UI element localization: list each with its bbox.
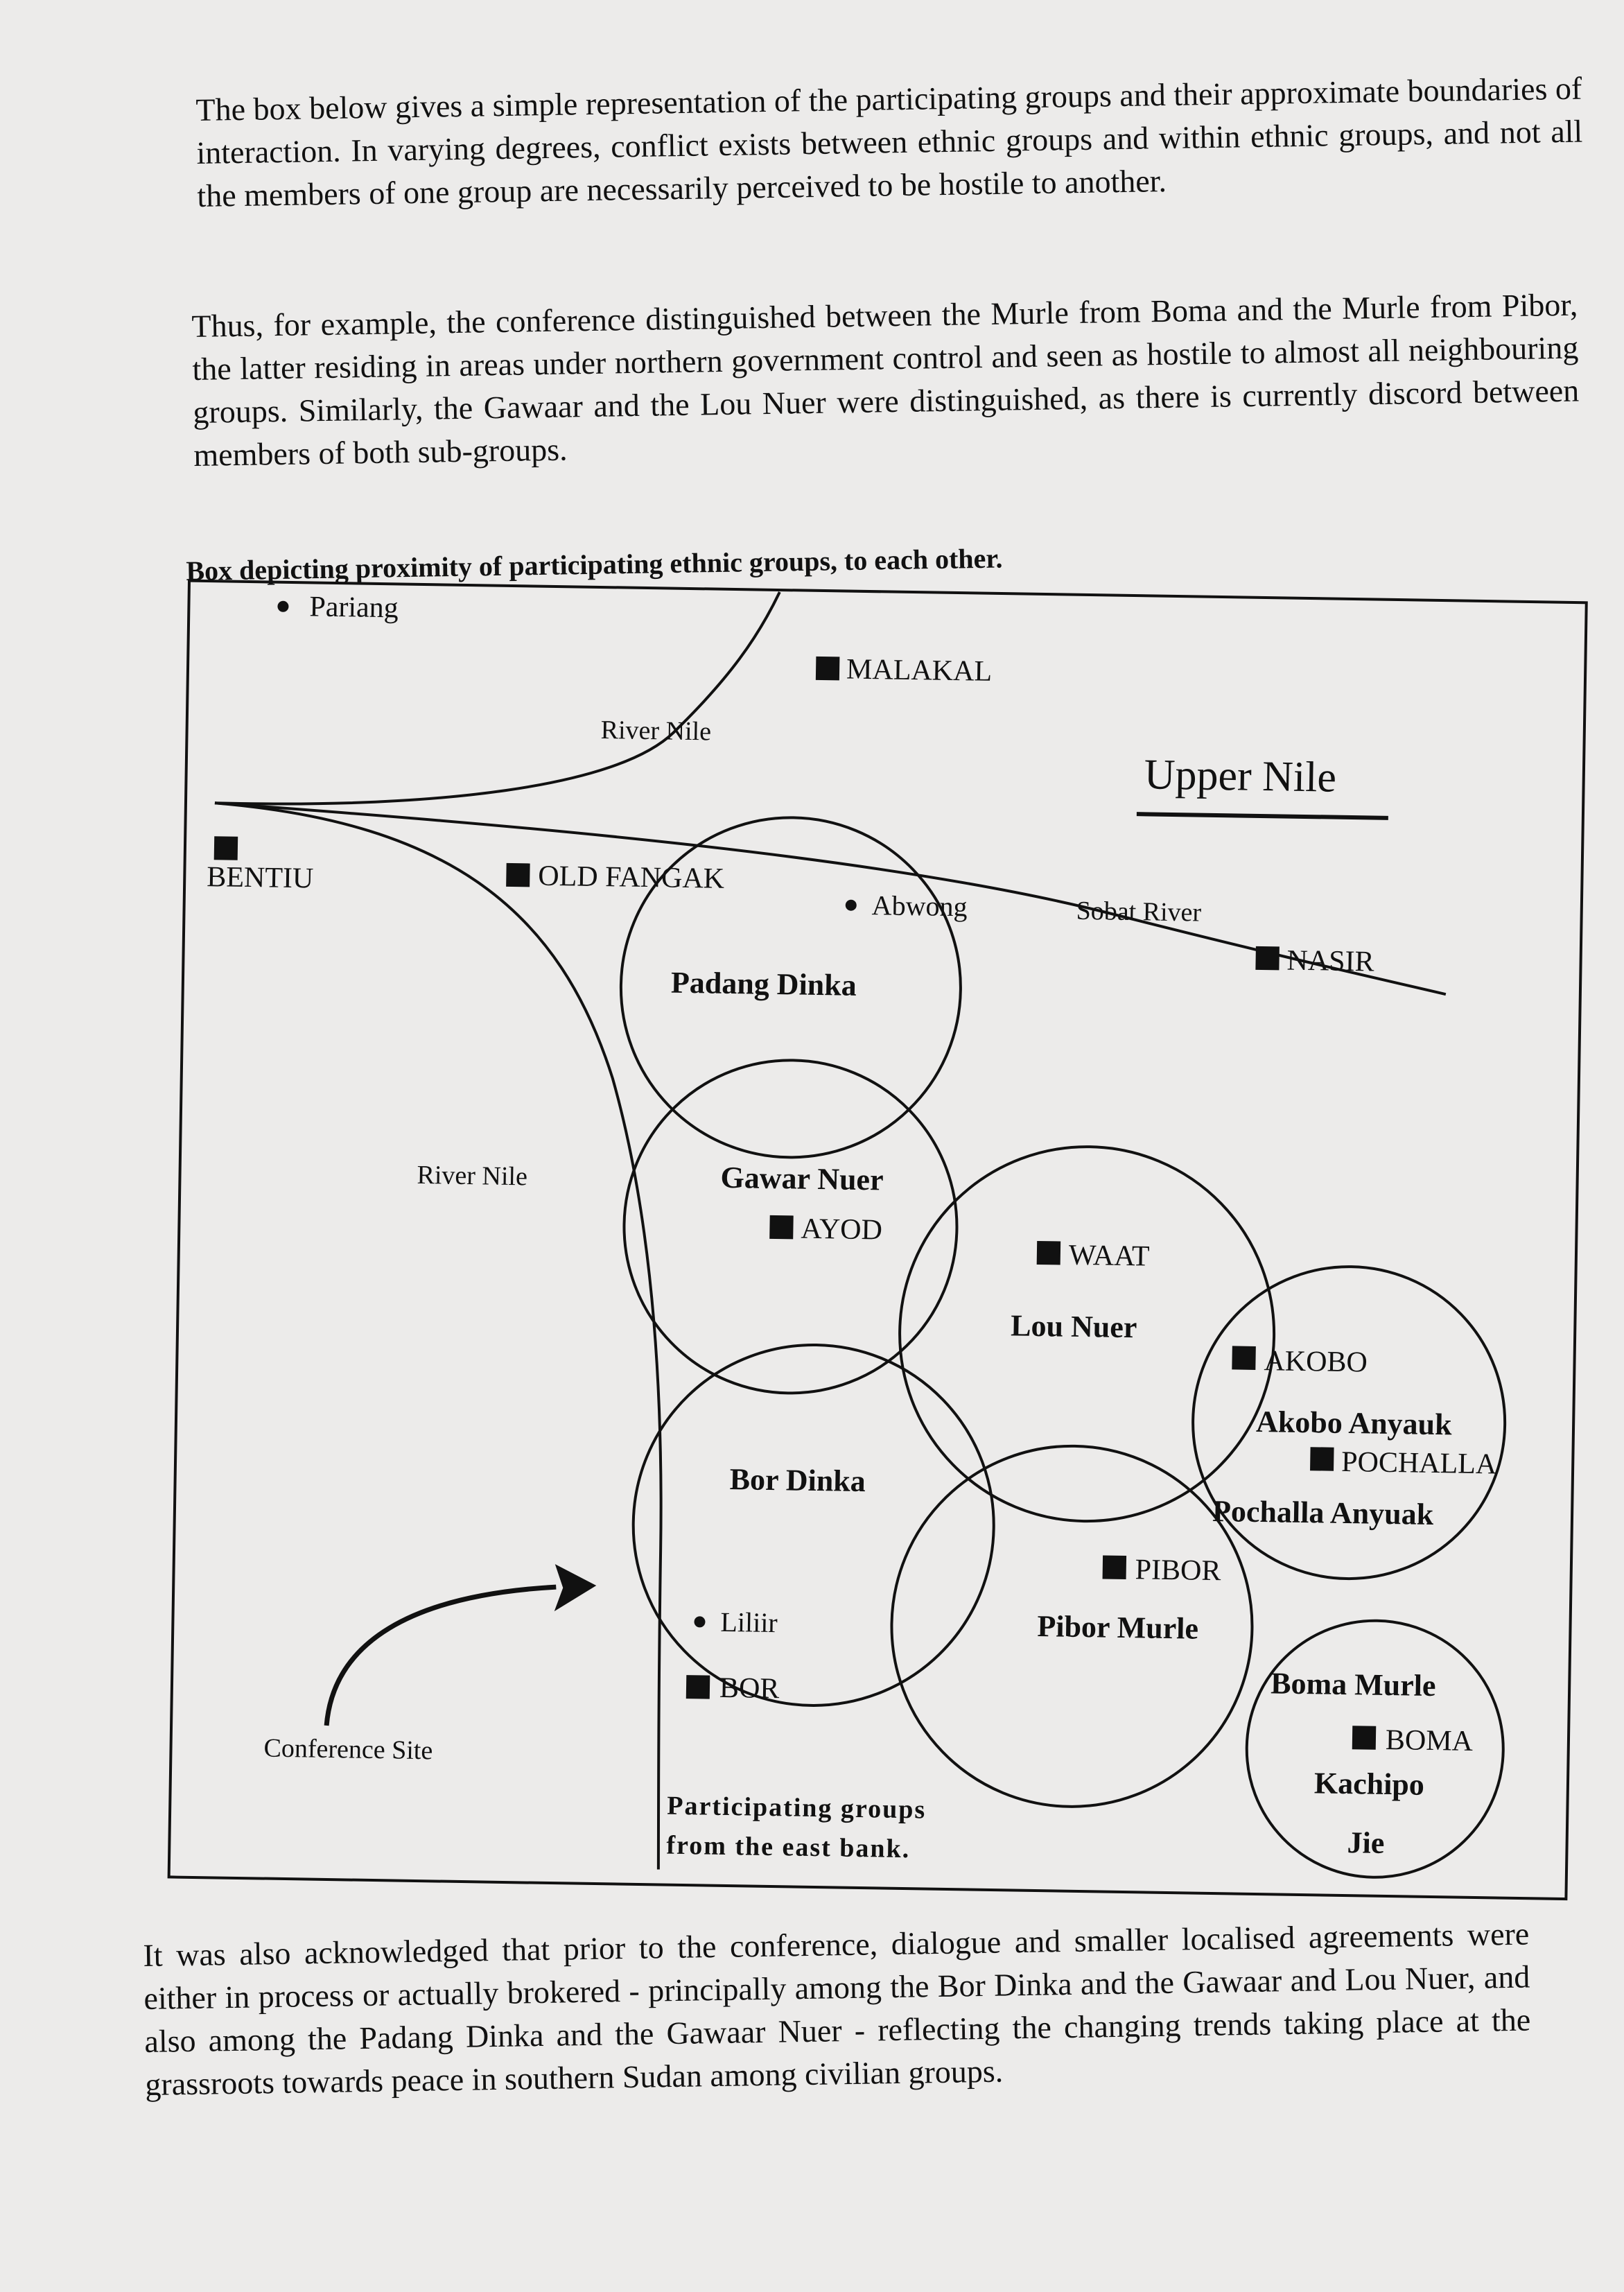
waat-label: WAAT — [1068, 1239, 1150, 1273]
example-paragraph: Thus, for example, the conference distinguished between the Murle from Boma and the Murle from Pibor, the latter residing in areas under northern government control and seen as hostile to almost all neighbouring groups. Similarly, the Gawaar and the Lou Nuer were distinguished, as there is currently discord between members of both sub-groups. — [191, 286, 1580, 473]
liliir-dot — [694, 1616, 705, 1627]
pochalla-square — [1310, 1447, 1334, 1471]
sobat-river-label: Sobat River — [1076, 896, 1202, 928]
pibor-square — [1103, 1556, 1127, 1580]
boma-square — [1352, 1726, 1377, 1750]
old-fangak-label: OLD FANGAK — [538, 860, 725, 895]
jie-label: Jie — [1347, 1825, 1385, 1860]
river-nile-main — [198, 803, 675, 1869]
malakal-label: MALAKAL — [846, 653, 993, 688]
ayod-label: AYOD — [801, 1213, 883, 1247]
bentiu-square — [214, 836, 238, 860]
bor-label: BOR — [719, 1672, 780, 1705]
boma-murle-label: Boma Murle — [1270, 1666, 1436, 1703]
waat-square — [1037, 1241, 1061, 1265]
abwong-label: Abwong — [871, 889, 968, 923]
conference-arrow — [326, 1583, 556, 1729]
bentiu-label: BENTIU — [206, 861, 314, 895]
pariang-label: Pariang — [309, 591, 399, 625]
nasir-label: NASIR — [1286, 944, 1374, 978]
akobo-label: AKOBO — [1264, 1345, 1368, 1379]
kachipo-label: Kachipo — [1313, 1766, 1425, 1802]
padang-dinka-label: Padang Dinka — [670, 965, 857, 1002]
pochalla-anyuak-label: Pochalla Anyuak — [1212, 1493, 1434, 1531]
intro-paragraph: The box below gives a simple representation of the participating groups and their approximate boundaries of interaction. In varying degrees, conflict exists between ethnic groups and within ethnic groups, and not all the members of one group are necessarily perceived to be hostile to another. — [195, 70, 1583, 214]
pibor-murle-label: Pibor Murle — [1037, 1609, 1199, 1646]
lou-nuer-label: Lou Nuer — [1010, 1308, 1137, 1345]
closing-paragraph: It was also acknowledged that prior to the conference, dialogue and smaller localised agreements were either in process or actually brokered - principally among the Bor Dinka and the Gawaar and Lou Nuer, and also among the Padang Dinka and the Gawaar Nuer - reflecting the changing trends taking place at the grassroots towards peace in southern Sudan among civilian groups. — [143, 1916, 1531, 2102]
abwong-dot — [846, 900, 857, 911]
old-fangak-square — [506, 863, 530, 887]
pochalla-label: POCHALLA — [1341, 1445, 1497, 1481]
akobo-square — [1232, 1346, 1256, 1370]
malakal-square — [816, 657, 840, 681]
river-nile-left-label: River Nile — [417, 1160, 528, 1192]
liliir-label: Liliir — [720, 1606, 778, 1639]
bor-dinka-circle — [631, 1342, 997, 1708]
pibor-label: PIBOR — [1135, 1554, 1221, 1588]
ayod-square — [769, 1215, 794, 1240]
arrow-head — [555, 1564, 597, 1612]
bor-square — [686, 1675, 710, 1699]
bor-dinka-label: Bor Dinka — [729, 1462, 866, 1499]
box-caption: Box depicting proximity of participating ethnic groups, to each other. — [186, 542, 1003, 587]
pariang-dot — [277, 601, 288, 612]
river-nile-upper — [215, 583, 780, 812]
boma-label: BOMA — [1385, 1724, 1474, 1757]
upper-nile-label: Upper Nile — [1144, 751, 1337, 801]
conference-site-label: Conference Site — [263, 1733, 433, 1766]
akobo-anyauk-label: Akobo Anyauk — [1255, 1404, 1452, 1442]
nasir-square — [1255, 946, 1280, 971]
gawar-nuer-label: Gawar Nuer — [720, 1160, 884, 1197]
river-nile-top-label: River Nile — [600, 715, 712, 747]
east-bank-note-line2: from the east bank. — [666, 1830, 911, 1864]
region-underline — [1137, 814, 1388, 818]
east-bank-note-line1: Participating groups — [667, 1791, 927, 1825]
